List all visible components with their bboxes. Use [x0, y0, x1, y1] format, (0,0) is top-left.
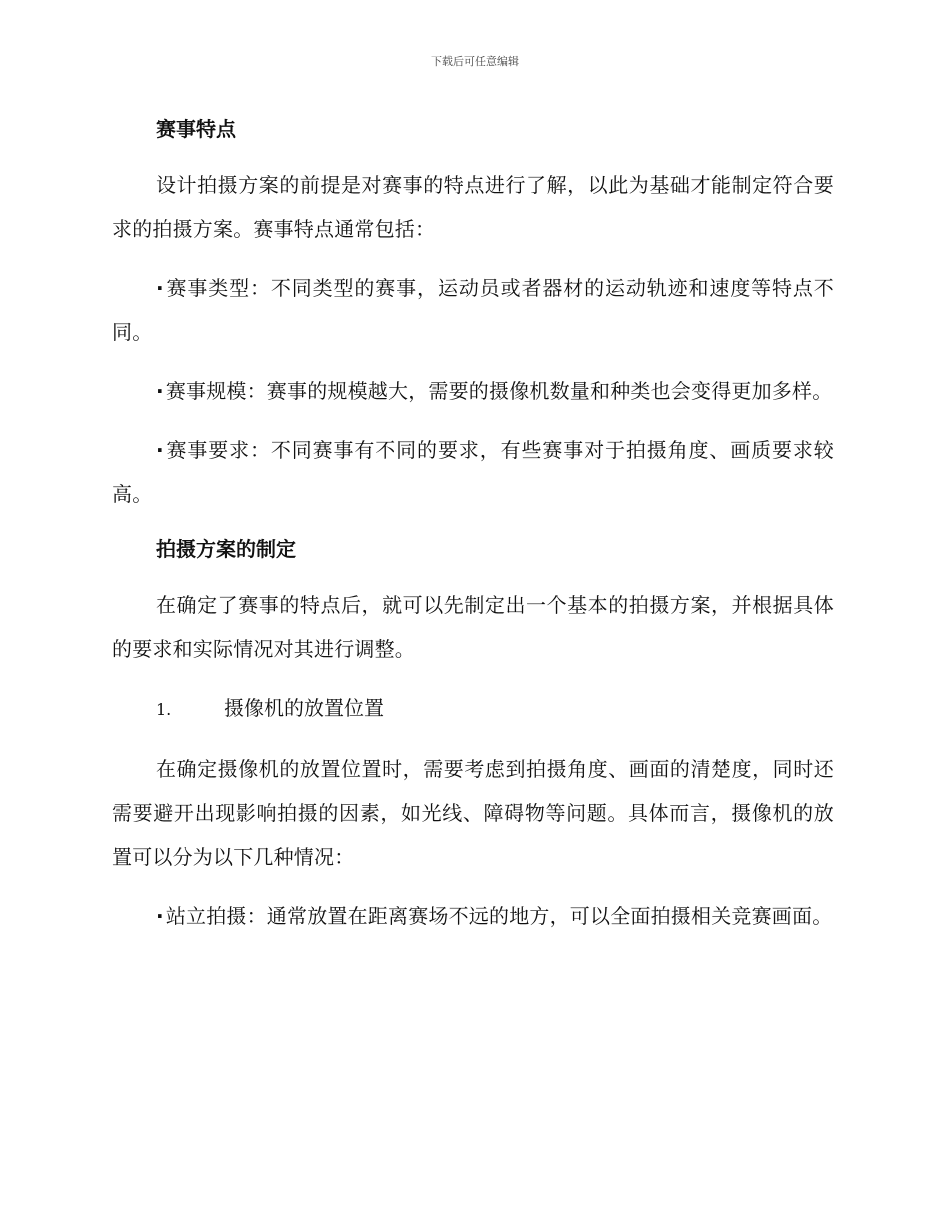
page-header-note: 下载后可任意编辑	[431, 55, 519, 68]
paragraph-camera-placement: 在确定摄像机的放置位置时，需要考虑到拍摄角度、画面的清楚度，同时还需要避开出现影响拍摄的因素，如光线、障碍物等问题。具体而言，摄像机的放置可以分为以下几种情况：	[112, 757, 834, 869]
numbered-item-camera-placement	[112, 686, 834, 732]
bullet-text: 赛事要求：不同赛事有不同的要求，有些赛事对于拍摄角度、画质要求较高。	[112, 438, 834, 506]
bullet-text: 赛事规模：赛事的规模越大，需要的摄像机数量和种类也会变得更加多样。	[165, 379, 833, 403]
bullet-dot: ·	[156, 276, 164, 300]
bullet-item-standing-shot	[112, 894, 834, 938]
section-heading-event-features: 赛事特点	[156, 117, 236, 141]
section-heading-plan: 拍摄方案的制定	[156, 537, 296, 561]
list-item-text: 摄像机的放置位置	[224, 696, 384, 720]
bullet-item-event-scale	[112, 369, 834, 413]
bullet-dot: ·	[156, 379, 164, 403]
paragraph-intro: 设计拍摄方案的前提是对赛事的特点进行了解，以此为基础才能制定符合要求的拍摄方案。赛事特点通常包括：	[112, 173, 834, 241]
list-number: 1.	[156, 700, 172, 719]
document-body	[112, 111, 834, 953]
bullet-item-event-requirements	[112, 428, 834, 516]
bullet-dot: ·	[156, 438, 164, 462]
bullet-item-event-type	[112, 266, 834, 354]
bullet-text: 站立拍摄：通常放置在距离赛场不远的地方，可以全面拍摄相关竞赛画面。	[165, 904, 833, 928]
bullet-text: 赛事类型：不同类型的赛事，运动员或者器材的运动轨迹和速度等特点不同。	[112, 276, 834, 344]
paragraph-plan-intro: 在确定了赛事的特点后，就可以先制定出一个基本的拍摄方案，并根据具体的要求和实际情况对其进行调整。	[112, 593, 834, 661]
bullet-dot: ·	[156, 904, 164, 928]
